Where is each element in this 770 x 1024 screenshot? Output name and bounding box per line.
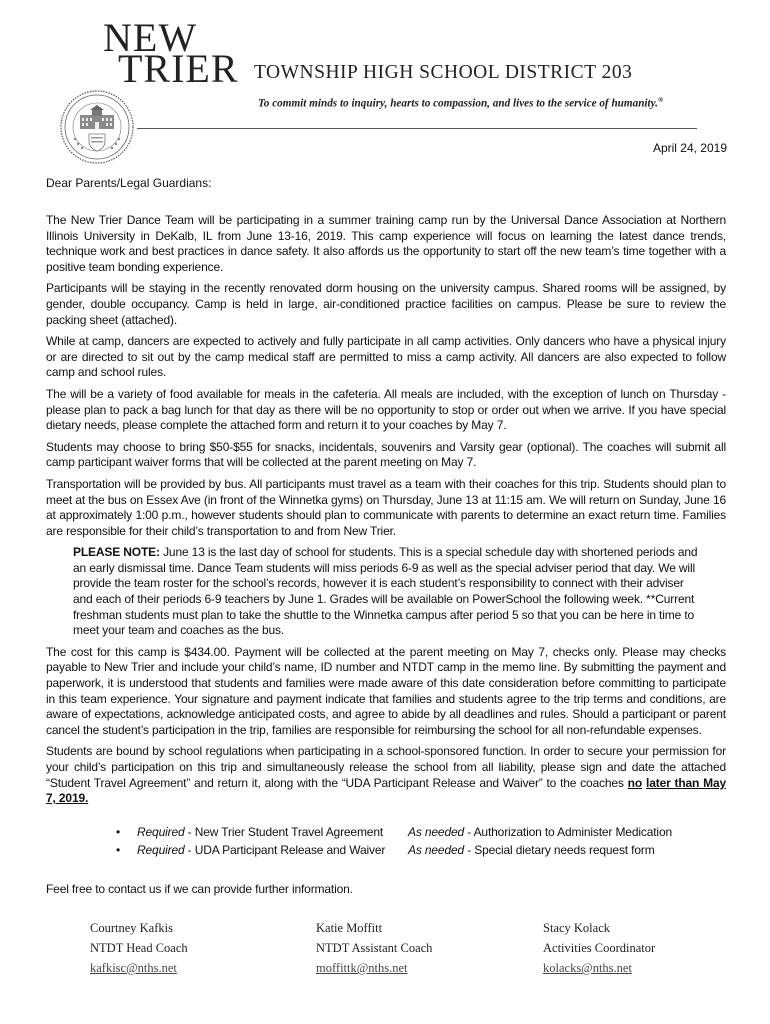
signer-title: NTDT Assistant Coach bbox=[316, 941, 433, 955]
please-note-text: June 13 is the last day of school for students. This is a special schedule day with shortened periods and an early dismissal time. Dance Team students will miss periods 6-9 as well as the special adviser period that day. We will provide the team roster for the school’s records, however it is each student’s responsibility to connect with their adviser and each of their periods 6-9 teachers by June 1. Grades will be available on PowerSchool the following week. **Current freshman students must plan to take the shuttle to the Winnetka campus after period 5 so that you can be here in time to meet your team and coaches as the bus. bbox=[73, 545, 698, 638]
permission-text: Students are bound by school regulations when participating in a school-sponsored function. In order to secure your permission for your child’s participation on this trip and simultaneously release the school from all liability, please sign and date the attached “Student Travel Agreement” and return it, along with the “UDA Participant Release and Waiver” to the coaches bbox=[46, 744, 726, 790]
as-needed-tag: As needed bbox=[408, 824, 465, 839]
salutation: Dear Parents/Legal Guardians: bbox=[46, 176, 212, 190]
signer-name: Stacy Kolack bbox=[543, 921, 610, 935]
list-item bbox=[46, 843, 726, 861]
signer-name: Courtney Kafkis bbox=[90, 921, 173, 935]
paragraph-participation: While at camp, dancers are expected to actively and fully participate in all camp activities. Only dancers who have a physical injury or are directed to sit out by the camp medical staff are permitted to miss a camp activity. All dancers are also expected to follow camp and school rules. bbox=[46, 334, 726, 380]
deadline-no: no bbox=[627, 775, 643, 790]
logo-wordmark-trier: TRIER bbox=[118, 46, 239, 91]
letter-date: April 24, 2019 bbox=[652, 141, 727, 155]
bullet-icon: • bbox=[116, 824, 121, 839]
deadline-date: later than May 7, 2019. bbox=[46, 775, 726, 806]
paragraph-housing: Participants will be staying in the recently renovated dorm housing on the university campus. Shared rooms will be assigned, by gender, double occupancy. Camp is held in large, air-conditioned practice facilities on campus. Please be sure to review the packing sheet (attached). bbox=[46, 281, 726, 327]
signer-name: Katie Moffitt bbox=[316, 921, 383, 935]
required-tag: Required bbox=[137, 842, 185, 857]
required-form-name: - New Trier Student Travel Agreement bbox=[184, 824, 384, 839]
paragraph-cost: The cost for this camp is $434.00. Payment will be collected at the parent meeting on May 7, checks only. Please may checks payable to New Trier and include your child’s name, ID number and NTDT camp in the memo line. By submitting the payment and paperwork, it is understood that students and families were made aware of this date consideration before committing to participate in this team experience. Your signature and payment indicate that families and students agree to the trip terms and conditions, are aware of expectations, acknowledge anticipated costs, and agree to abide by all deadlines and rules. Should a participant or parent cancel the student’s participation in the trip, families are responsible for reimbursing the school for all non-refundable expenses. bbox=[46, 644, 726, 737]
optional-form bbox=[408, 825, 672, 841]
registered-mark: ® bbox=[657, 96, 664, 104]
logo-wordmark-new: NEW bbox=[103, 15, 198, 60]
signer-email-link[interactable]: moffittk@nths.net bbox=[316, 961, 408, 975]
signer-title: NTDT Head Coach bbox=[90, 941, 188, 955]
required-form bbox=[137, 825, 383, 841]
required-form bbox=[137, 843, 385, 859]
optional-form bbox=[408, 843, 655, 859]
signer-title: Activities Coordinator bbox=[543, 941, 656, 955]
school-seal-icon bbox=[59, 89, 135, 165]
required-tag: Required bbox=[137, 824, 185, 839]
paragraph-camp-overview: The New Trier Dance Team will be participating in a summer training camp run by the Universal Dance Association at Northern Illinois University in DeKalb, IL from June 13-16, 2019. This camp experience will focus on learning the latest dance trends, technique work and best practices in dance safety. It also affords us the opportunity to start off the new team’s time together with a positive team bonding experience. bbox=[46, 213, 726, 274]
paragraph-permission bbox=[46, 744, 726, 806]
required-forms-list bbox=[46, 825, 726, 861]
paragraph-transportation: Transportation will be provided by bus. All participants must travel as a team with their coaches for this trip. Students should plan to meet at the bus on Essex Ave (in front of the Winnetka gyms) on Thursday, June 13 at 11:15 am. We will return on Sunday, June 16 at approximately 1:00 p.m., however students should plan to communicate with parents to determine an exact return time. Families are responsible for their child’s transportation to and from New Trier. bbox=[46, 476, 726, 538]
please-note-label: PLEASE NOTE: bbox=[73, 545, 160, 560]
signature-block-activities-coordinator bbox=[543, 918, 655, 978]
bullet-icon: • bbox=[116, 842, 121, 857]
motto-text: To commit minds to inquiry, hearts to compassion, and lives to the service of humanity. bbox=[258, 97, 658, 110]
letter-body bbox=[46, 213, 726, 903]
list-item bbox=[46, 825, 726, 843]
optional-form-name: - Authorization to Administer Medication bbox=[464, 824, 672, 839]
district-name: TOWNSHIP HIGH SCHOOL DISTRICT 203 bbox=[254, 62, 633, 83]
please-note-paragraph bbox=[46, 545, 726, 639]
optional-form-name: - Special dietary needs request form bbox=[464, 842, 655, 857]
closing-line: Feel free to contact us if we can provide further information. bbox=[46, 881, 353, 896]
required-form-name: - UDA Participant Release and Waiver bbox=[184, 842, 386, 857]
letterhead-divider bbox=[137, 128, 697, 129]
as-needed-tag: As needed bbox=[408, 842, 465, 857]
school-motto bbox=[258, 96, 663, 110]
signer-email-link[interactable]: kafkisc@nths.net bbox=[90, 961, 177, 975]
paragraph-meals: The will be a variety of food available for meals in the cafeteria. All meals are included, with the exception of lunch on Thursday - please plan to pack a bag lunch for that day as there will be no opportunity to stop or order out when we arrive. If you have special dietary needs, please complete the attached form and return it to your coaches by May 7. bbox=[46, 386, 726, 433]
signature-block-head-coach bbox=[90, 918, 188, 978]
signer-email-link[interactable]: kolacks@nths.net bbox=[543, 961, 632, 975]
signature-block-assistant-coach bbox=[316, 918, 432, 978]
paragraph-spending-money: Students may choose to bring $50-$55 for snacks, incidentals, souvenirs and Varsity gear (optional). The coaches will submit all camp participant waiver forms that will be collected at the parent meeting on May 7. bbox=[46, 439, 726, 470]
